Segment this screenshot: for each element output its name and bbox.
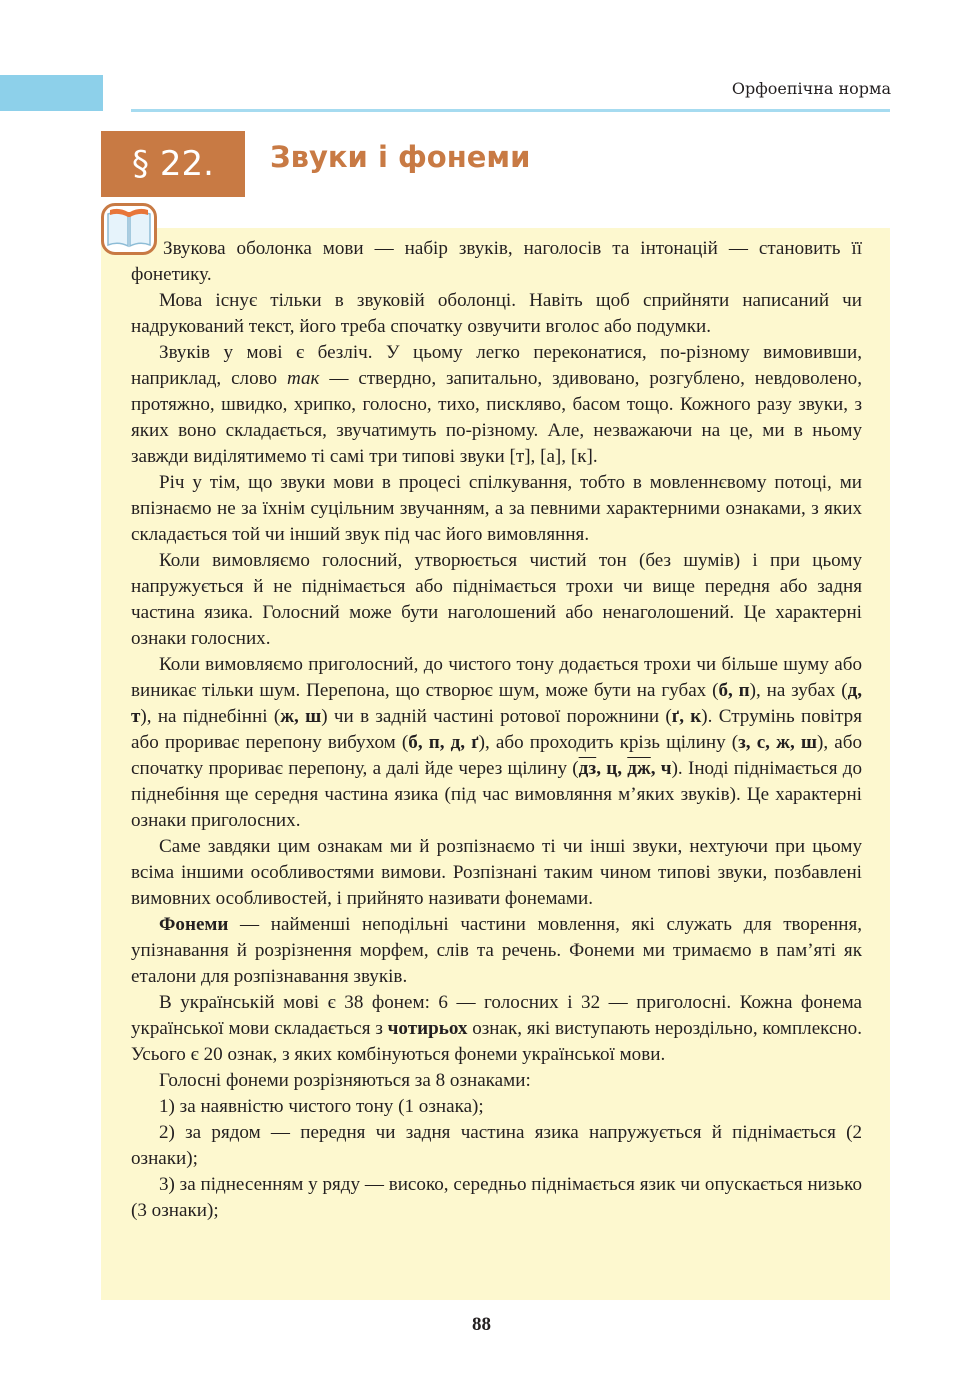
content-panel [101, 228, 890, 1300]
text-span: ). Іноді піднімається до піднебіння ще середня частина язика (під час вимовляння м’яких звуків). Це характерні ознаки приголосних. [131, 758, 862, 831]
section-title: Звуки і фонеми [270, 140, 531, 174]
bold-letters: ґ, к [671, 706, 702, 727]
paragraph-8 [131, 912, 862, 990]
bold-letters-arc: дз [578, 758, 597, 779]
text-span: ознак, які виступають нероздільно, комплексно. Усього є 20 ознак, з яких комбінуються фонеми української мови. [131, 1018, 862, 1065]
running-head: Орфоепічна норма [731, 79, 891, 98]
paragraph-4: Річ у тім, що звуки мови в процесі спілкування, тобто в мовленнєвому потоці, ми впізнаємо не за їхнім суцільним звучанням, а за певними характерними ознаками, з яких складається той чи інший звук під час його вимовляння. [131, 472, 862, 545]
text-span: ), на зубах ( [749, 680, 848, 701]
text-span: — найменші неподільні частини мовлення, які служать для творення, упізнавання й розрізнення морфем, слів та речень. Фонеми ми тримаємо в пам’яті як еталони для розпізнавання звуків. [131, 914, 862, 987]
bold-letters: , ц, [596, 758, 628, 779]
paragraph-5: Коли вимовляємо голосний, утворюється чистий тон (без шумів) і при цьому напружується й не піднімається або піднімається трохи чи вище передня або задня частина язика. Голосний може бути наголошений або ненаголошений. Це характерні ознаки голосних. [131, 550, 862, 649]
bold-letters: , ч [650, 758, 672, 779]
bold-letters: б, п, д, ґ [408, 732, 479, 753]
text-span: — ствердно, запитально, здивовано, розгублено, невдоволено, протяжно, швидко, хрипко, голосно, тихо, пискляво, басом тощо. Кожного разу звуки, з яких воно складається, звучатимуть по-різному. Але, незважаючи на це, ми в ньому завжди виділятимемо ті самі три типові звуки [т], [а], [к]. [131, 368, 862, 467]
list-item-1: 1) за наявністю чистого тону (1 ознака); [159, 1096, 484, 1117]
text-span: Звуків у мові є безліч. У цьому легко переконатися, по-різному вимовивши, наприклад, слово [131, 342, 862, 389]
paragraph-6 [131, 652, 862, 834]
paragraph-2: Мова існує тільки в звуковій оболонці. Навіть щоб сприйняти написаний чи надрукований текст, його треба спочатку озвучити вголос або подумки. [131, 290, 862, 337]
list-item-3: 3) за піднесенням у ряду — високо, середньо піднімається язик чи опускається низько (3 ознаки); [131, 1174, 862, 1221]
bold-letters-arc: дж [627, 758, 651, 779]
term-bold: Фонеми [159, 914, 229, 935]
paragraph-3 [131, 340, 862, 470]
paragraph-7: Саме завдяки цим ознакам ми й розпізнаємо ті чи інші звуки, нехтуючи при цьому всіма іншими особливостями вимови. Розпізнані таким чином типові звуки, позбавлені вимовних особливостей, і прийнято називати фонемами. [131, 836, 862, 909]
text-span: ). Струмінь повітря або прориває перепону вибухом ( [131, 706, 863, 753]
section-number: § 22. [101, 131, 245, 197]
text-span: ) чи в задній частині ротової порожнини ( [321, 706, 672, 727]
text-span: ), або проходить крізь щілину ( [478, 732, 739, 753]
bold-word: чотирьох [387, 1018, 468, 1039]
bold-letters: д, т [131, 680, 862, 727]
text-span: Коли вимовляємо приголосний, до чистого тону додається трохи чи більше шуму або виникає тільки шум. Перепона, що створює шум, може бути на губах ( [131, 654, 862, 701]
open-book-icon-svg [104, 206, 154, 252]
bold-letters: б, п [718, 680, 750, 701]
text-span: ), на піднебінні ( [140, 706, 281, 727]
open-book-icon [101, 203, 157, 255]
bold-letters: з, с, ж, ш [738, 732, 817, 753]
bold-letters: ж, ш [280, 706, 322, 727]
paragraph-1: Звукова оболонка мови — набір звуків, наголосів та інтонацій — становить її фонетику. [131, 238, 862, 285]
text-span: ), або спочатку прориває перепону, а далі йде через щілину ( [131, 732, 862, 779]
side-color-tab [0, 75, 103, 111]
paragraph-9 [131, 990, 862, 1068]
list-item-2: 2) за рядом — передня чи задня частина язика напружується й піднімається (2 ознаки); [131, 1122, 862, 1169]
paragraph-10: Голосні фонеми розрізняються за 8 ознаками: [159, 1070, 531, 1091]
page-number: 88 [472, 1314, 491, 1335]
text-span: В українській мові є 38 фонем: 6 — голосних і 32 — приголосні. Кожна фонема української мови складається з [131, 992, 862, 1039]
header-rule [131, 109, 890, 112]
italic-word: так [286, 368, 320, 389]
